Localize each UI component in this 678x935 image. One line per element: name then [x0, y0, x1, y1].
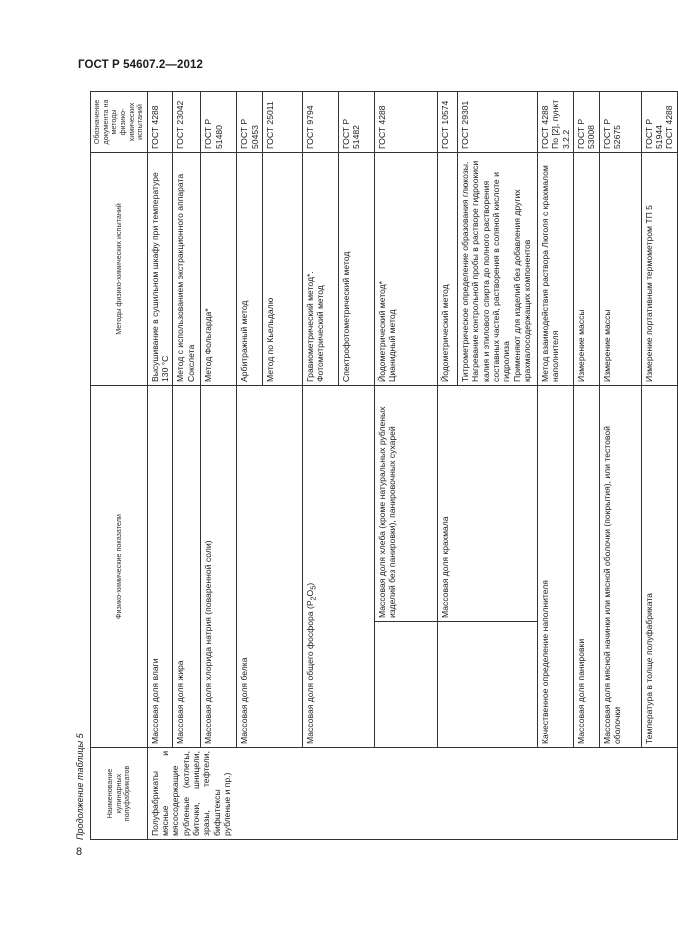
- header-product: Наименование кулинарных полуфабрикатов: [91, 748, 148, 840]
- method-cell: Йодометрический метод: [438, 152, 458, 385]
- indicator-cell: Качественное определение наполнителя: [538, 385, 574, 747]
- method-cell: Измерение массы: [574, 152, 600, 385]
- table-row: [574, 91, 600, 839]
- indicator-cell: Массовая доля панировки: [574, 385, 600, 747]
- document-title: ГОСТ Р 54607.2—2012: [78, 59, 203, 71]
- header-method: Методы физико-химических испытаний: [91, 152, 148, 385]
- method-cell: Высушивание в сушильном шкафу при температуре 130 °С: [147, 152, 173, 385]
- document-cell: ГОСТ Р 50453: [237, 91, 263, 152]
- indicator-cell: Массовая доля хлорида натрия (поваренной соли): [201, 385, 237, 747]
- indicator-cell: Массовая доля влаги: [147, 385, 173, 747]
- document-cell: ГОСТ Р 52675: [599, 91, 641, 152]
- product-cell: Полуфабрикаты мясные и мясосодержащие рубленые (котлеты, биточки, шницели, зразы, тефтели, бифштексы рубленые и пр.): [147, 748, 677, 840]
- document-cell: ГОСТ 25011: [263, 91, 303, 152]
- header-indicator: Физико-химические показатели: [91, 385, 148, 747]
- indicator-text: О: [305, 589, 316, 597]
- method-cell: [458, 152, 538, 385]
- document-cell: ГОСТ Р 51480: [201, 91, 237, 152]
- method-line: Цианидный метод: [387, 309, 398, 382]
- method-line: Йодометрический метод*: [377, 281, 388, 382]
- document-cell: ГОСТ 4288: [147, 91, 173, 152]
- document-cell: ГОСТ 4288 По [2], пункт 3.2.2: [538, 91, 574, 152]
- document-cell: ГОСТ 23042: [173, 91, 201, 152]
- subscript-5: 5: [309, 585, 318, 590]
- document-cell: ГОСТ 29301: [458, 91, 538, 152]
- indicator-cell: Массовая доля хлеба (кроме натуральных рубленых изделий без панировки), панировочных сухарей: [375, 385, 438, 621]
- indicator-cell: Массовая доля белка: [237, 385, 303, 747]
- method-line: Титрометрическое определение образования глюкозы. Нагревание контрольной пробы в растворе гидроокиси калия и этилового спирта до полного растворения составных частей, растворения в соляной кислоте и гидролиза: [460, 160, 512, 382]
- table-row: [438, 91, 458, 839]
- table-row: [237, 91, 263, 839]
- document-cell: ГОСТ 4288: [375, 91, 438, 152]
- table-row: [599, 91, 641, 839]
- document-cell: ГОСТ Р 53008: [574, 91, 600, 152]
- table-row: [173, 91, 201, 839]
- indicator-cell: Массовая доля крахмала: [438, 385, 538, 621]
- document-cell: ГОСТ 9794: [303, 91, 339, 152]
- document-cell: ГОСТ 10574: [438, 91, 458, 152]
- indicator-text: Массовая доля общего фосфора (Р: [305, 600, 316, 744]
- table-row: [375, 91, 438, 839]
- indicator-text: ): [305, 582, 316, 586]
- methods-table: [90, 91, 678, 840]
- method-cell: Измерение портативным термометром ТП 5: [641, 152, 677, 385]
- rotated-page-content: [75, 92, 675, 840]
- method-cell: Метод с использованием экстракционного аппарата Сокслета: [173, 152, 201, 385]
- empty-cell: [438, 622, 538, 748]
- document-cell: ГОСТ Р 51482: [339, 91, 375, 152]
- table-row: [641, 91, 677, 839]
- method-line: Применяют для изделий без добавления других крахмалосодержащих компонентов: [511, 189, 532, 382]
- subscript-2: 2: [309, 596, 318, 601]
- document-line: ГОСТ 4288: [664, 105, 675, 149]
- table-row: [147, 91, 173, 839]
- table-row: [303, 91, 339, 839]
- rotated-table-frame: [75, 92, 675, 840]
- indicator-cell: Массовая доля мясной начинки или мясной оболочки (покрытия), или тестовой оболочки: [599, 385, 641, 747]
- table-header-row: [91, 91, 148, 839]
- document-line: ГОСТ Р 51944: [643, 118, 664, 149]
- method-cell: Метод взаимодействия раствора Люголя с крахмалом наполнителя: [538, 152, 574, 385]
- method-cell: Арбитражный метод: [237, 152, 263, 385]
- method-cell: [303, 152, 339, 385]
- indicator-cell: Температура в толще полуфабриката: [641, 385, 677, 747]
- header-document: Обозначение документа на методы физико-химических испытаний: [91, 91, 148, 152]
- indicator-cell: [303, 385, 375, 747]
- method-line: Фотометрический метод: [315, 285, 326, 382]
- method-cell: Измерение массы: [599, 152, 641, 385]
- table-row: [201, 91, 237, 839]
- table-caption: Продолжение таблицы 5: [75, 733, 85, 840]
- method-cell: [375, 152, 438, 385]
- method-cell: Спектрофотометрический метод: [339, 152, 375, 385]
- page-number: 8: [76, 846, 83, 858]
- table-row: [538, 91, 574, 839]
- empty-cell: [375, 622, 438, 748]
- indicator-cell: Массовая доля жира: [173, 385, 201, 747]
- method-cell: Метод по Кьельдалю: [263, 152, 303, 385]
- document-cell: [641, 91, 677, 152]
- method-cell: Метод Фольгарда*: [201, 152, 237, 385]
- method-line: Гравиометрический метод*.: [305, 271, 316, 382]
